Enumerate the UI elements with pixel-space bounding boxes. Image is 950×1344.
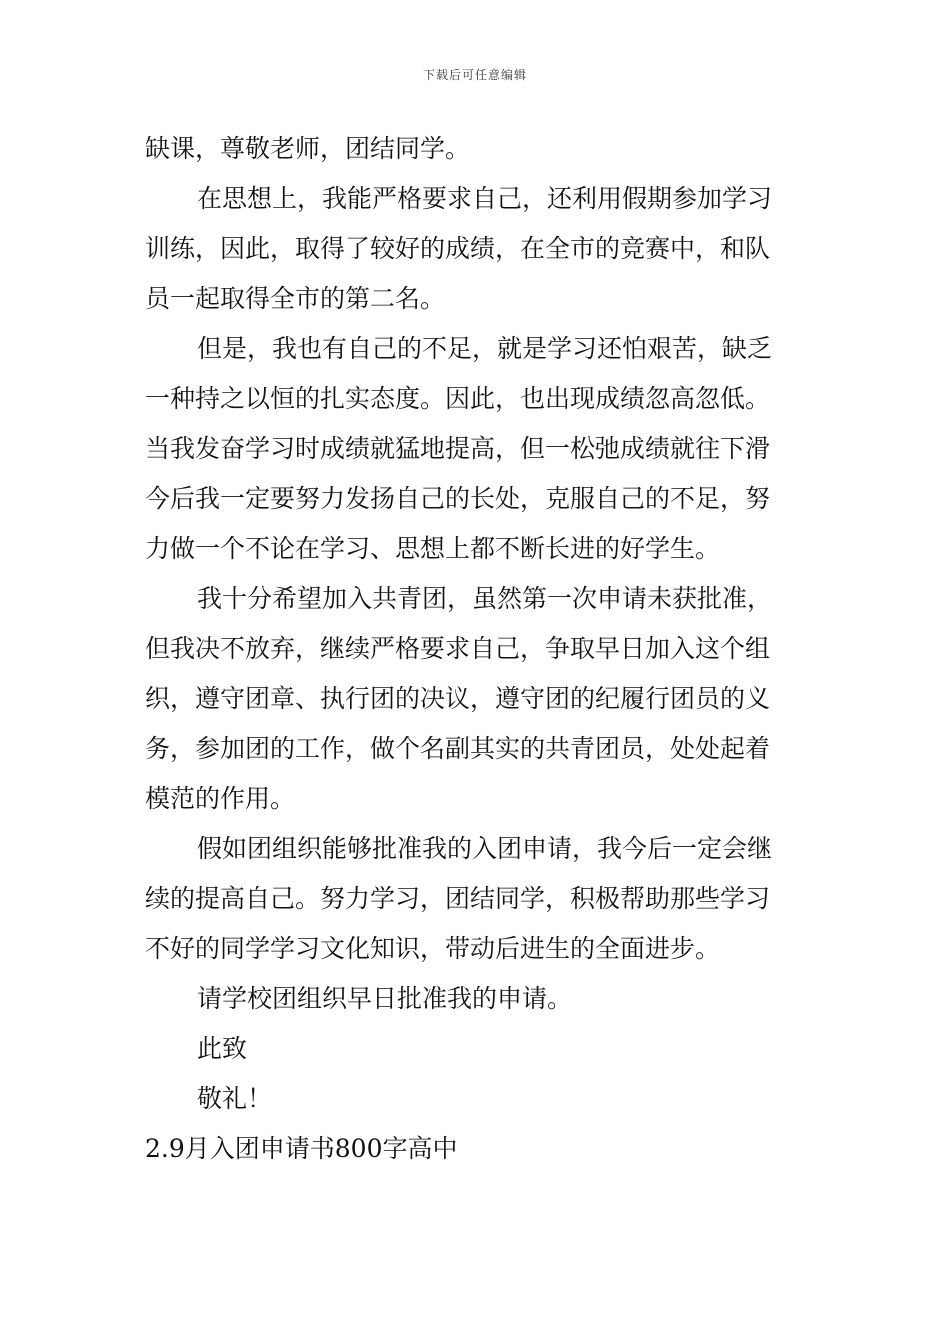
text-line: 但我决不放弃，继续严格要求自己，争取早日加入这个组 — [145, 634, 771, 663]
header-note: 下载后可任意编辑 — [422, 68, 527, 82]
paragraph-start-line: 请学校团组织早日批准我的申请。 — [197, 984, 573, 1013]
section-heading: 2.9月入团申请书800字高中 — [145, 1134, 458, 1163]
closing-regards: 敬礼！ — [197, 1084, 273, 1113]
text-line: 缺课，尊敬老师，团结同学。 — [145, 134, 471, 163]
text-line: 力做一个不论在学习、思想上都不断长进的好学生。 — [145, 534, 721, 563]
paragraph-start-line: 假如团组织能够批准我的入团申请，我今后一定会继 — [197, 834, 773, 863]
text-line: 员一起取得全市的第二名。 — [145, 284, 446, 313]
text-line: 不好的同学学习文化知识，带动后进生的全面进步。 — [145, 934, 721, 963]
paragraph-start-line: 我十分希望加入共青团，虽然第一次申请未获批准， — [197, 584, 773, 613]
text-line: 训练，因此，取得了较好的成绩，在全市的竞赛中，和队 — [145, 234, 771, 263]
text-line: 今后我一定要努力发扬自己的长处，克服自己的不足，努 — [145, 484, 771, 513]
text-line: 模范的作用。 — [145, 784, 296, 813]
text-line: 一种持之以恒的扎实态度。因此，也出现成绩忽高忽低。 — [145, 384, 771, 413]
text-line: 务，参加团的工作，做个名副其实的共青团员，处处起着 — [145, 734, 771, 763]
document-body — [145, 124, 807, 1174]
paragraph-start-line: 在思想上，我能严格要求自己，还利用假期参加学习 — [197, 184, 773, 213]
closing-salutation: 此致 — [197, 1034, 248, 1063]
text-line: 织，遵守团章、执行团的决议，遵守团的纪履行团员的义 — [145, 684, 771, 713]
text-line: 续的提高自己。努力学习，团结同学，积极帮助那些学习 — [145, 884, 771, 913]
text-line: 当我发奋学习时成绩就猛地提高，但一松弛成绩就往下滑 — [145, 434, 771, 463]
paragraph-start-line: 但是，我也有自己的不足，就是学习还怕艰苦，缺乏 — [197, 334, 773, 363]
